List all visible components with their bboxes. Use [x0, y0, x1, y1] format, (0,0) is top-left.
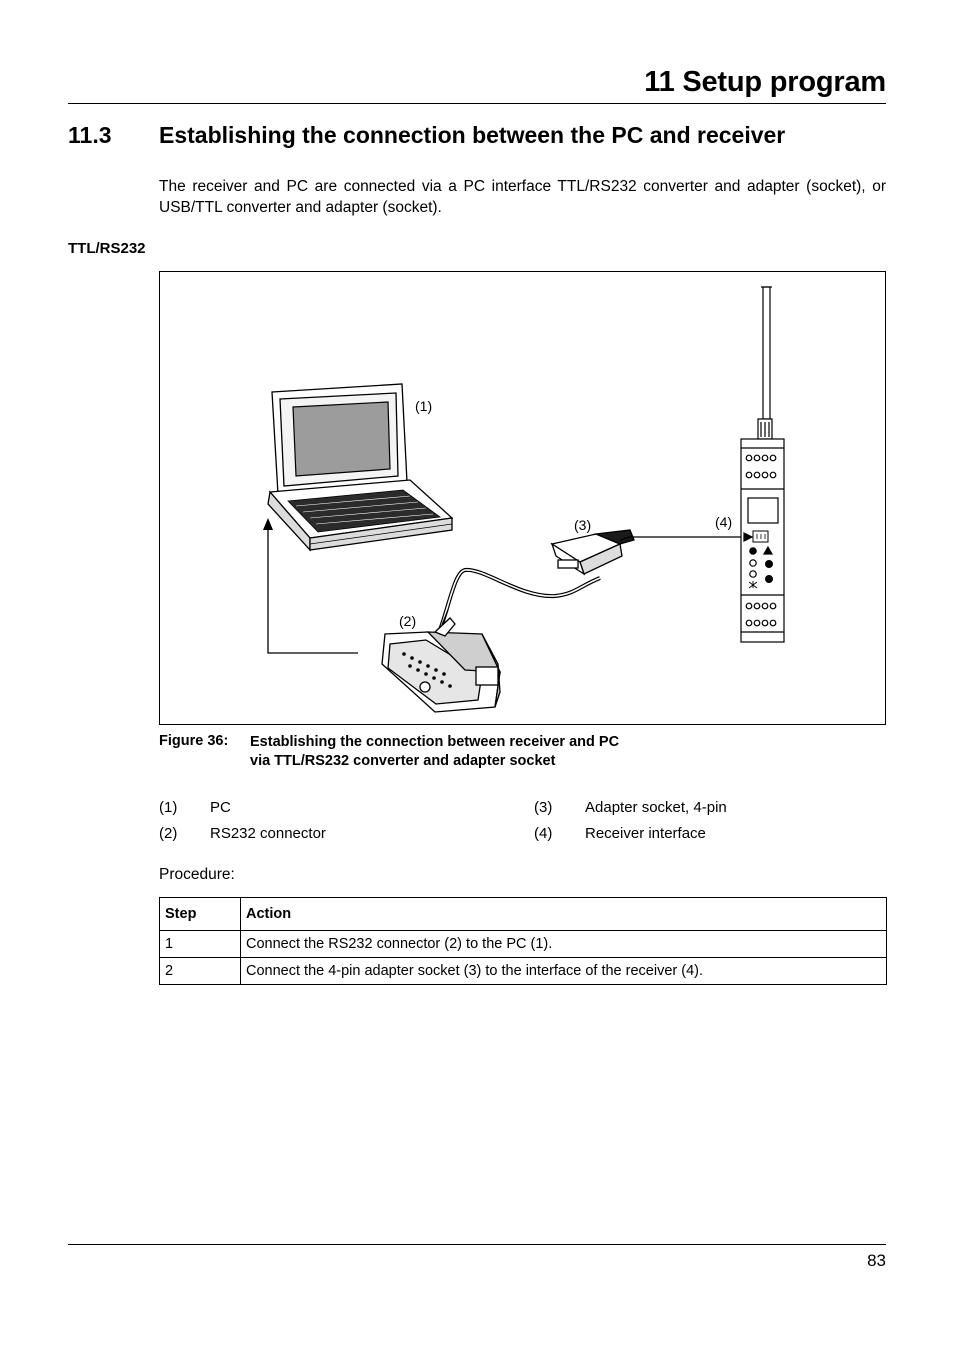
figure-caption-line2: via TTL/RS232 converter and adapter socket — [250, 753, 556, 769]
section-number: 11.3 — [68, 122, 112, 148]
footer-rule — [68, 1244, 886, 1245]
cable — [440, 570, 600, 630]
step-cell: 2 — [160, 958, 241, 985]
legend-num-1: (1) — [159, 799, 178, 816]
receiver — [741, 287, 784, 642]
action-cell: Connect the 4-pin adapter socket (3) to the interface of the receiver (4). — [241, 958, 887, 985]
action-cell: Connect the RS232 connector (2) to the PC (1). — [241, 931, 887, 958]
legend-num-3: (3) — [534, 799, 553, 816]
table-row — [160, 958, 887, 985]
section-title: Establishing the connection between the PC and receiver — [159, 122, 786, 148]
header-step: Step — [160, 898, 241, 931]
callout-3: (3) — [574, 517, 592, 533]
table-header-row — [160, 898, 887, 931]
figure-36 — [159, 271, 886, 725]
intro-paragraph: The receiver and PC are connected via a PC interface TTL/RS232 converter and adapter (socket), or USB/TTL converter and adapter (socket). — [159, 178, 886, 216]
procedure-table — [159, 897, 887, 985]
callout-4: (4) — [715, 514, 733, 530]
legend-text-1: PC — [210, 799, 231, 816]
chapter-title: 11 Setup program — [644, 66, 886, 98]
legend-text-2: RS232 connector — [210, 825, 326, 842]
adapter-socket-4pin — [552, 530, 634, 574]
figure-caption — [250, 733, 619, 771]
callout-2: (2) — [399, 613, 417, 629]
legend-num-2: (2) — [159, 825, 178, 842]
legend-num-4: (4) — [534, 825, 553, 842]
callout-1: (1) — [415, 398, 433, 414]
legend-text-4: Receiver interface — [585, 825, 706, 842]
legend-text-3: Adapter socket, 4-pin — [585, 799, 727, 816]
subheading: TTL/RS232 — [68, 240, 146, 257]
figure-caption-label: Figure 36: — [159, 733, 229, 749]
header-action: Action — [241, 898, 887, 931]
table-row — [160, 931, 887, 958]
step-cell: 1 — [160, 931, 241, 958]
figure-caption-line1: Establishing the connection between receiver and PC — [250, 734, 620, 750]
procedure-label: Procedure: — [159, 866, 235, 883]
page-number: 83 — [867, 1251, 886, 1270]
connection-illustration — [160, 272, 885, 724]
header-rule — [68, 103, 886, 104]
